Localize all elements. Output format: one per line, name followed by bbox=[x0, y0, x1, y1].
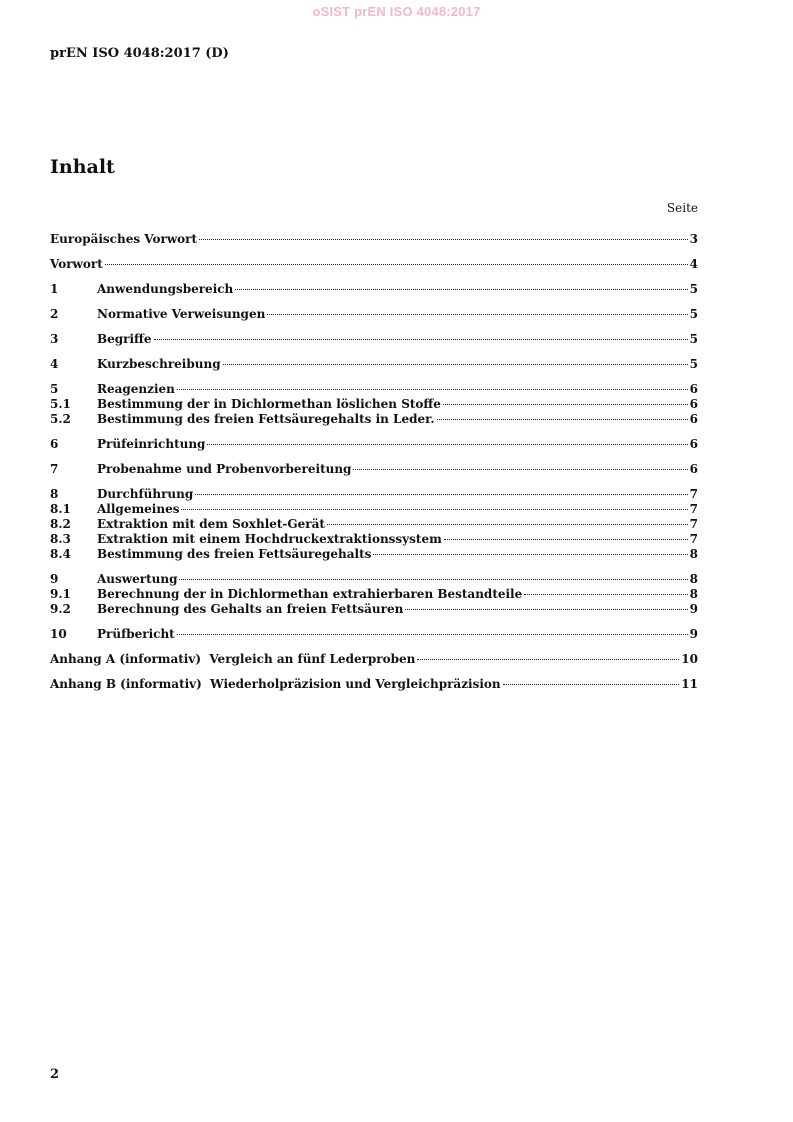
toc-entry-page: 5 bbox=[689, 332, 698, 346]
toc-entry-title: Allgemeines bbox=[97, 502, 180, 516]
toc-entry-title: Vorwort bbox=[50, 257, 103, 271]
toc-entry[interactable] bbox=[50, 602, 698, 617]
toc-entry-page: 5 bbox=[689, 307, 698, 321]
toc-entry-number: 8.1 bbox=[50, 502, 71, 516]
toc-entry-title: Kurzbeschreibung bbox=[97, 357, 221, 371]
toc-entry-title: Normative Verweisungen bbox=[97, 307, 266, 321]
toc-entry[interactable] bbox=[50, 487, 698, 502]
dot-leader bbox=[503, 684, 680, 685]
toc-entry-title: Anhang A (informativ) Vergleich an fünf Lederproben bbox=[50, 652, 416, 666]
toc-entry[interactable] bbox=[50, 677, 698, 692]
toc-entry-page: 7 bbox=[689, 502, 698, 516]
toc-entry[interactable] bbox=[50, 652, 698, 667]
toc-entry-title: Prüfbericht bbox=[97, 627, 175, 641]
toc-entry-title: Prüfeinrichtung bbox=[97, 437, 206, 451]
toc-entry-page: 3 bbox=[689, 232, 698, 246]
toc-entry[interactable] bbox=[50, 232, 698, 247]
toc-entry-title: Begriffe bbox=[97, 332, 152, 346]
dot-leader bbox=[373, 554, 687, 555]
dot-leader bbox=[154, 339, 688, 340]
toc-entry-number: 8 bbox=[50, 487, 59, 501]
page-number: 2 bbox=[50, 1067, 60, 1082]
toc-entry[interactable] bbox=[50, 547, 698, 562]
toc-entry-page: 6 bbox=[689, 397, 698, 411]
toc-entry-number: 9.2 bbox=[50, 602, 71, 616]
toc-entry-number: 5.1 bbox=[50, 397, 71, 411]
document-id: prEN ISO 4048:2017 (D) bbox=[50, 46, 229, 61]
toc-entry-page: 6 bbox=[689, 462, 698, 476]
toc-entry-page: 6 bbox=[689, 412, 698, 426]
dot-leader bbox=[524, 594, 687, 595]
toc-entry-number: 6 bbox=[50, 437, 59, 451]
toc-entry[interactable] bbox=[50, 517, 698, 532]
toc-entry[interactable] bbox=[50, 382, 698, 397]
toc-entry-title: Extraktion mit einem Hochdruckextraktionssystem bbox=[97, 532, 442, 546]
toc-entry-number: 8.4 bbox=[50, 547, 71, 561]
dot-leader bbox=[179, 579, 687, 580]
toc-entry[interactable] bbox=[50, 587, 698, 602]
dot-leader bbox=[444, 539, 688, 540]
toc-entry-number: 9 bbox=[50, 572, 59, 586]
toc-entry[interactable] bbox=[50, 397, 698, 412]
toc-entry-title: Europäisches Vorwort bbox=[50, 232, 198, 246]
toc-entry-title: Berechnung der in Dichlormethan extrahierbaren Bestandteile bbox=[97, 587, 523, 601]
toc-entry[interactable] bbox=[50, 462, 698, 477]
toc-entry-page: 8 bbox=[689, 572, 698, 586]
dot-leader bbox=[177, 389, 688, 390]
dot-leader bbox=[181, 509, 687, 510]
toc-entry[interactable] bbox=[50, 307, 698, 322]
toc-entry-number: 10 bbox=[50, 627, 67, 641]
dot-leader bbox=[437, 419, 688, 420]
toc-entry[interactable] bbox=[50, 332, 698, 347]
dot-leader bbox=[417, 659, 679, 660]
toc-entry-title: Bestimmung des freien Fettsäuregehalts in Leder. bbox=[97, 412, 435, 426]
toc-entry[interactable] bbox=[50, 572, 698, 587]
dot-leader bbox=[267, 314, 687, 315]
toc-entry-number: 8.2 bbox=[50, 517, 71, 531]
toc-entry-page: 5 bbox=[689, 357, 698, 371]
toc-entry-number: 5.2 bbox=[50, 412, 71, 426]
dot-leader bbox=[199, 239, 688, 240]
toc-entry-page: 7 bbox=[689, 532, 698, 546]
toc-entry[interactable] bbox=[50, 437, 698, 452]
toc-entry-title: Berechnung des Gehalts an freien Fettsäuren bbox=[97, 602, 404, 616]
toc-entry-page: 6 bbox=[689, 437, 698, 451]
toc-entry-title: Extraktion mit dem Soxhlet-Gerät bbox=[97, 517, 325, 531]
toc-entry[interactable] bbox=[50, 257, 698, 272]
toc-entry-number: 3 bbox=[50, 332, 59, 346]
toc-entry-title: Probenahme und Probenvorbereitung bbox=[97, 462, 352, 476]
toc-entry-page: 9 bbox=[689, 627, 698, 641]
toc-entry-title: Bestimmung des freien Fettsäuregehalts bbox=[97, 547, 372, 561]
dot-leader bbox=[353, 469, 687, 470]
toc-entry-title: Auswertung bbox=[97, 572, 178, 586]
toc-entry-number: 8.3 bbox=[50, 532, 71, 546]
toc-entry-page: 7 bbox=[689, 517, 698, 531]
toc-entry[interactable] bbox=[50, 412, 698, 427]
toc-entry-number: 2 bbox=[50, 307, 59, 321]
dot-leader bbox=[223, 364, 688, 365]
dot-leader bbox=[177, 634, 688, 635]
dot-leader bbox=[105, 264, 688, 265]
toc-entry[interactable] bbox=[50, 502, 698, 517]
toc-entry-number: 1 bbox=[50, 282, 59, 296]
table-of-contents bbox=[50, 232, 698, 692]
toc-entry-title: Durchführung bbox=[97, 487, 194, 501]
toc-entry-title: Reagenzien bbox=[97, 382, 175, 396]
page-column-label: Seite bbox=[666, 201, 698, 215]
toc-entry-number: 5 bbox=[50, 382, 59, 396]
toc-entry-page: 6 bbox=[689, 382, 698, 396]
toc-entry[interactable] bbox=[50, 357, 698, 372]
toc-entry[interactable] bbox=[50, 282, 698, 297]
toc-entry-page: 4 bbox=[689, 257, 698, 271]
toc-entry-page: 5 bbox=[689, 282, 698, 296]
dot-leader bbox=[235, 289, 687, 290]
toc-entry-number: 9.1 bbox=[50, 587, 71, 601]
toc-entry-title: Bestimmung der in Dichlormethan löslichen Stoffe bbox=[97, 397, 441, 411]
dot-leader bbox=[405, 609, 687, 610]
toc-entry[interactable] bbox=[50, 532, 698, 547]
toc-entry-title: Anwendungsbereich bbox=[97, 282, 234, 296]
toc-entry-page: 9 bbox=[689, 602, 698, 616]
toc-entry-title: Anhang B (informativ) Wiederholpräzision und Vergleichpräzision bbox=[50, 677, 501, 691]
toc-entry-page: 10 bbox=[681, 652, 698, 666]
watermark: oSIST prEN ISO 4048:2017 bbox=[312, 4, 481, 19]
toc-heading: Inhalt bbox=[50, 156, 115, 178]
toc-entry[interactable] bbox=[50, 627, 698, 642]
toc-entry-number: 4 bbox=[50, 357, 59, 371]
toc-entry-page: 11 bbox=[681, 677, 698, 691]
dot-leader bbox=[443, 404, 688, 405]
dot-leader bbox=[207, 444, 687, 445]
toc-entry-number: 7 bbox=[50, 462, 59, 476]
toc-entry-page: 8 bbox=[689, 547, 698, 561]
toc-entry-page: 8 bbox=[689, 587, 698, 601]
dot-leader bbox=[327, 524, 688, 525]
dot-leader bbox=[195, 494, 687, 495]
toc-entry-page: 7 bbox=[689, 487, 698, 501]
